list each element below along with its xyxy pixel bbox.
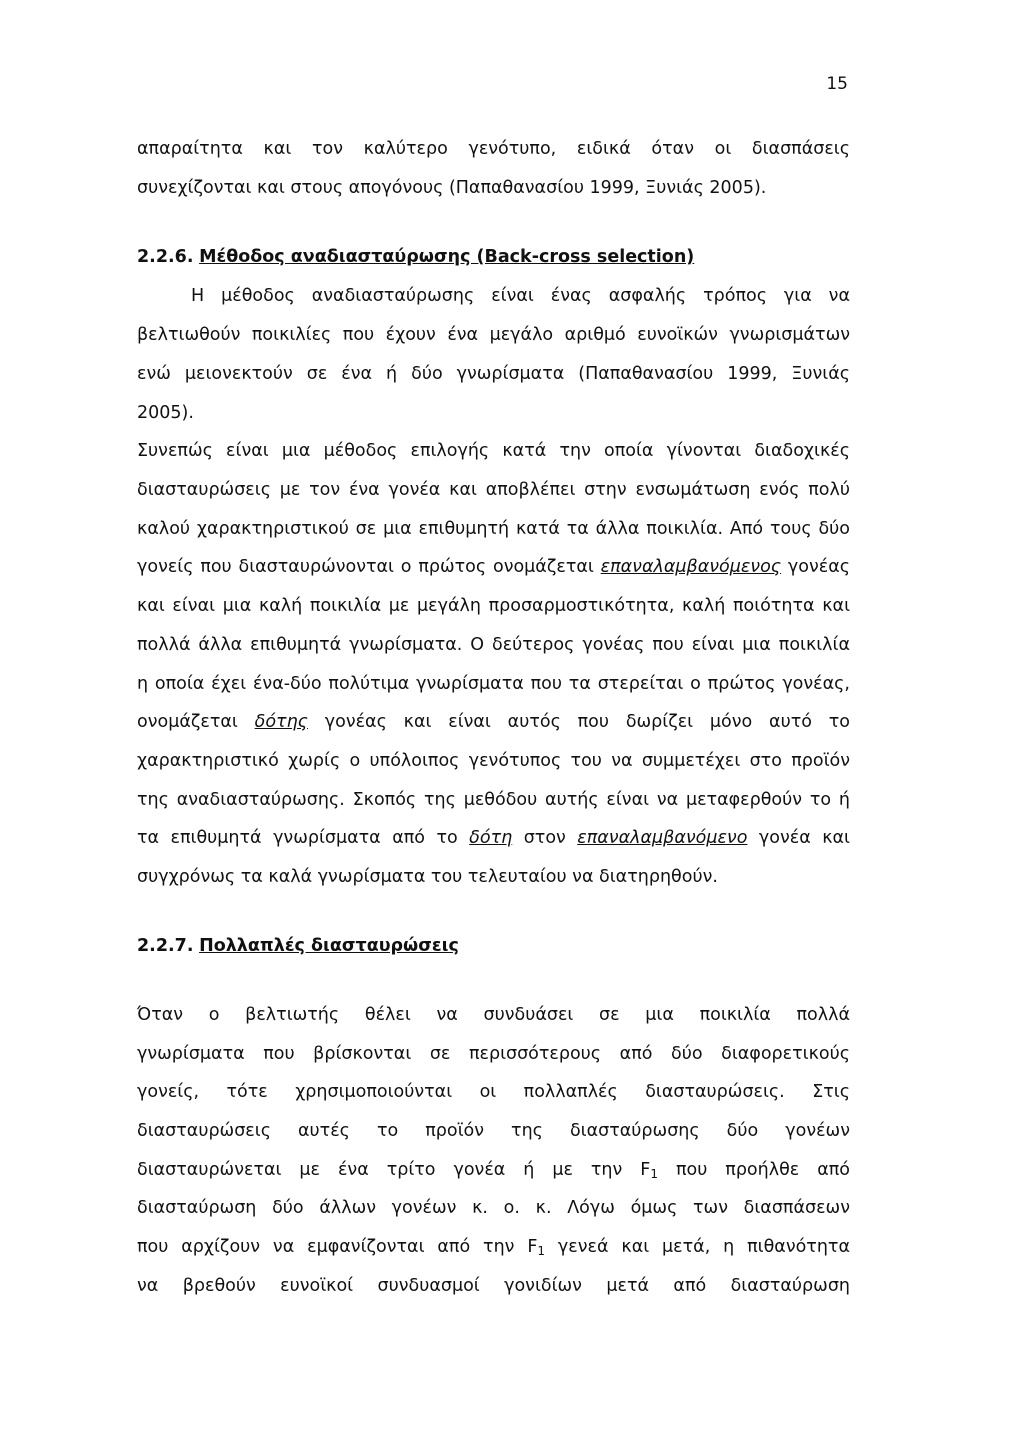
- subscript: 1: [537, 1244, 546, 1258]
- section-title: Πολλαπλές διασταυρώσεις: [199, 936, 459, 956]
- paragraph-line: συγχρόνως τα καλά γνωρίσματα του τελευταίου να διατηρηθούν.: [137, 867, 718, 887]
- text-run: γονέας και είναι αυτός που δωρίζει μόνο αυτό το: [307, 712, 850, 732]
- paragraph-line: βελτιωθούν ποικιλίες που έχουν ένα μεγάλο αριθμό ευνοϊκών γνωρισμάτων: [137, 325, 850, 345]
- text-run: γονέα και: [747, 828, 850, 848]
- paragraph-line: γνωρίσματα που βρίσκονται σε περισσότερους από δύο διαφορετικούς: [137, 1044, 850, 1064]
- text-run: γονέας: [781, 557, 850, 577]
- paragraph-line: χαρακτηριστικό χωρίς ο υπόλοιπος γενότυπος του να συμμετέχει στο προϊόν: [137, 751, 850, 771]
- text-run: ονομάζεται: [137, 712, 255, 732]
- text-run: που αρχίζουν να εμφανίζονται από την F: [137, 1237, 538, 1257]
- section-title: Μέθοδος αναδιασταύρωσης (Back-cross selection): [199, 247, 695, 267]
- paragraph-line: και είναι μια καλή ποικιλία με μεγάλη προσαρμοστικότητα, καλή ποιότητα και: [137, 596, 850, 616]
- paragraph-line: η οποία έχει ένα-δύο πολύτιμα γνωρίσματα που τα στερείται ο πρώτος γονέας,: [137, 674, 850, 694]
- paragraph-line: Η μέθοδος αναδιασταύρωσης είναι ένας ασφαλής τρόπος για να: [191, 286, 850, 306]
- text-run: διασταυρώνεται με ένα τρίτο γονέα ή με την F: [137, 1160, 651, 1180]
- paragraph-line: [137, 710, 850, 734]
- section-number: 2.2.7.: [137, 936, 194, 956]
- paragraph-line: συνεχίζονται και στους απογόνους (Παπαθανασίου 1999, Ξυνιάς 2005).: [137, 178, 767, 198]
- emphasized-term: επαναλαμβανόμενος: [600, 557, 782, 577]
- section-number: 2.2.6.: [137, 247, 194, 267]
- paragraph-line: γονείς, τότε χρησιμοποιούνται οι πολλαπλές διασταυρώσεις. Στις: [137, 1082, 850, 1102]
- text-run: γενεά και μετά, η πιθανότητα: [545, 1237, 850, 1257]
- paragraph-line: να βρεθούν ευνοϊκοί συνδυασμοί γονιδίων μετά από διασταύρωση: [137, 1276, 850, 1296]
- paragraph-line: [137, 555, 850, 579]
- text-run: τα επιθυμητά γνωρίσματα από το: [137, 828, 470, 848]
- emphasized-term: επαναλαμβανόμενο: [577, 828, 748, 848]
- subscript: 1: [650, 1167, 658, 1181]
- paragraph-line: [137, 1235, 850, 1263]
- section-heading-2-2-6: [137, 245, 850, 269]
- emphasized-term: δότη: [469, 828, 513, 848]
- paragraph-line: διασταυρώσεις αυτές το προϊόν της διασταύρωσης δύο γονέων: [137, 1121, 850, 1141]
- paragraph-line: ενώ μειονεκτούν σε ένα ή δύο γνωρίσματα (Παπαθανασίου 1999, Ξυνιάς: [137, 364, 850, 384]
- text-run: στον: [512, 828, 578, 848]
- section-heading-2-2-7: [137, 934, 850, 958]
- text-run: γονείς που διασταυρώνονται ο πρώτος ονομάζεται: [137, 557, 601, 577]
- paragraph-line: [137, 1158, 850, 1186]
- paragraph-line: διασταυρώσεις με τον ένα γονέα και αποβλέπει στην ενσωμάτωση ενός πολύ: [137, 480, 850, 500]
- paragraph-line: Όταν ο βελτιωτής θέλει να συνδυάσει σε μια ποικιλία πολλά: [137, 1005, 850, 1025]
- paragraph-line: καλού χαρακτηριστικού σε μια επιθυμητή κατά τα άλλα ποικιλία. Από τους δύο: [137, 519, 850, 539]
- paragraph-line: Συνεπώς είναι μια μέθοδος επιλογής κατά την οποία γίνονται διαδοχικές: [137, 441, 850, 461]
- text-run: που προήλθε από: [657, 1160, 850, 1180]
- paragraph-line: της αναδιασταύρωσης. Σκοπός της μεθόδου αυτής είναι να μεταφερθούν το ή: [137, 790, 850, 810]
- page-number: 15: [826, 74, 848, 94]
- paragraph-line: διασταύρωση δύο άλλων γονέων κ. ο. κ. Λόγω όμως των διασπάσεων: [137, 1198, 850, 1218]
- emphasized-term: δότης: [254, 712, 308, 732]
- paragraph-line: [137, 826, 850, 850]
- paragraph-line: 2005).: [137, 403, 194, 423]
- paragraph-line: απαραίτητα και τον καλύτερο γενότυπο, ειδικά όταν οι διασπάσεις: [137, 139, 850, 159]
- paragraph-line: πολλά άλλα επιθυμητά γνωρίσματα. Ο δεύτερος γονέας που είναι μια ποικιλία: [137, 635, 850, 655]
